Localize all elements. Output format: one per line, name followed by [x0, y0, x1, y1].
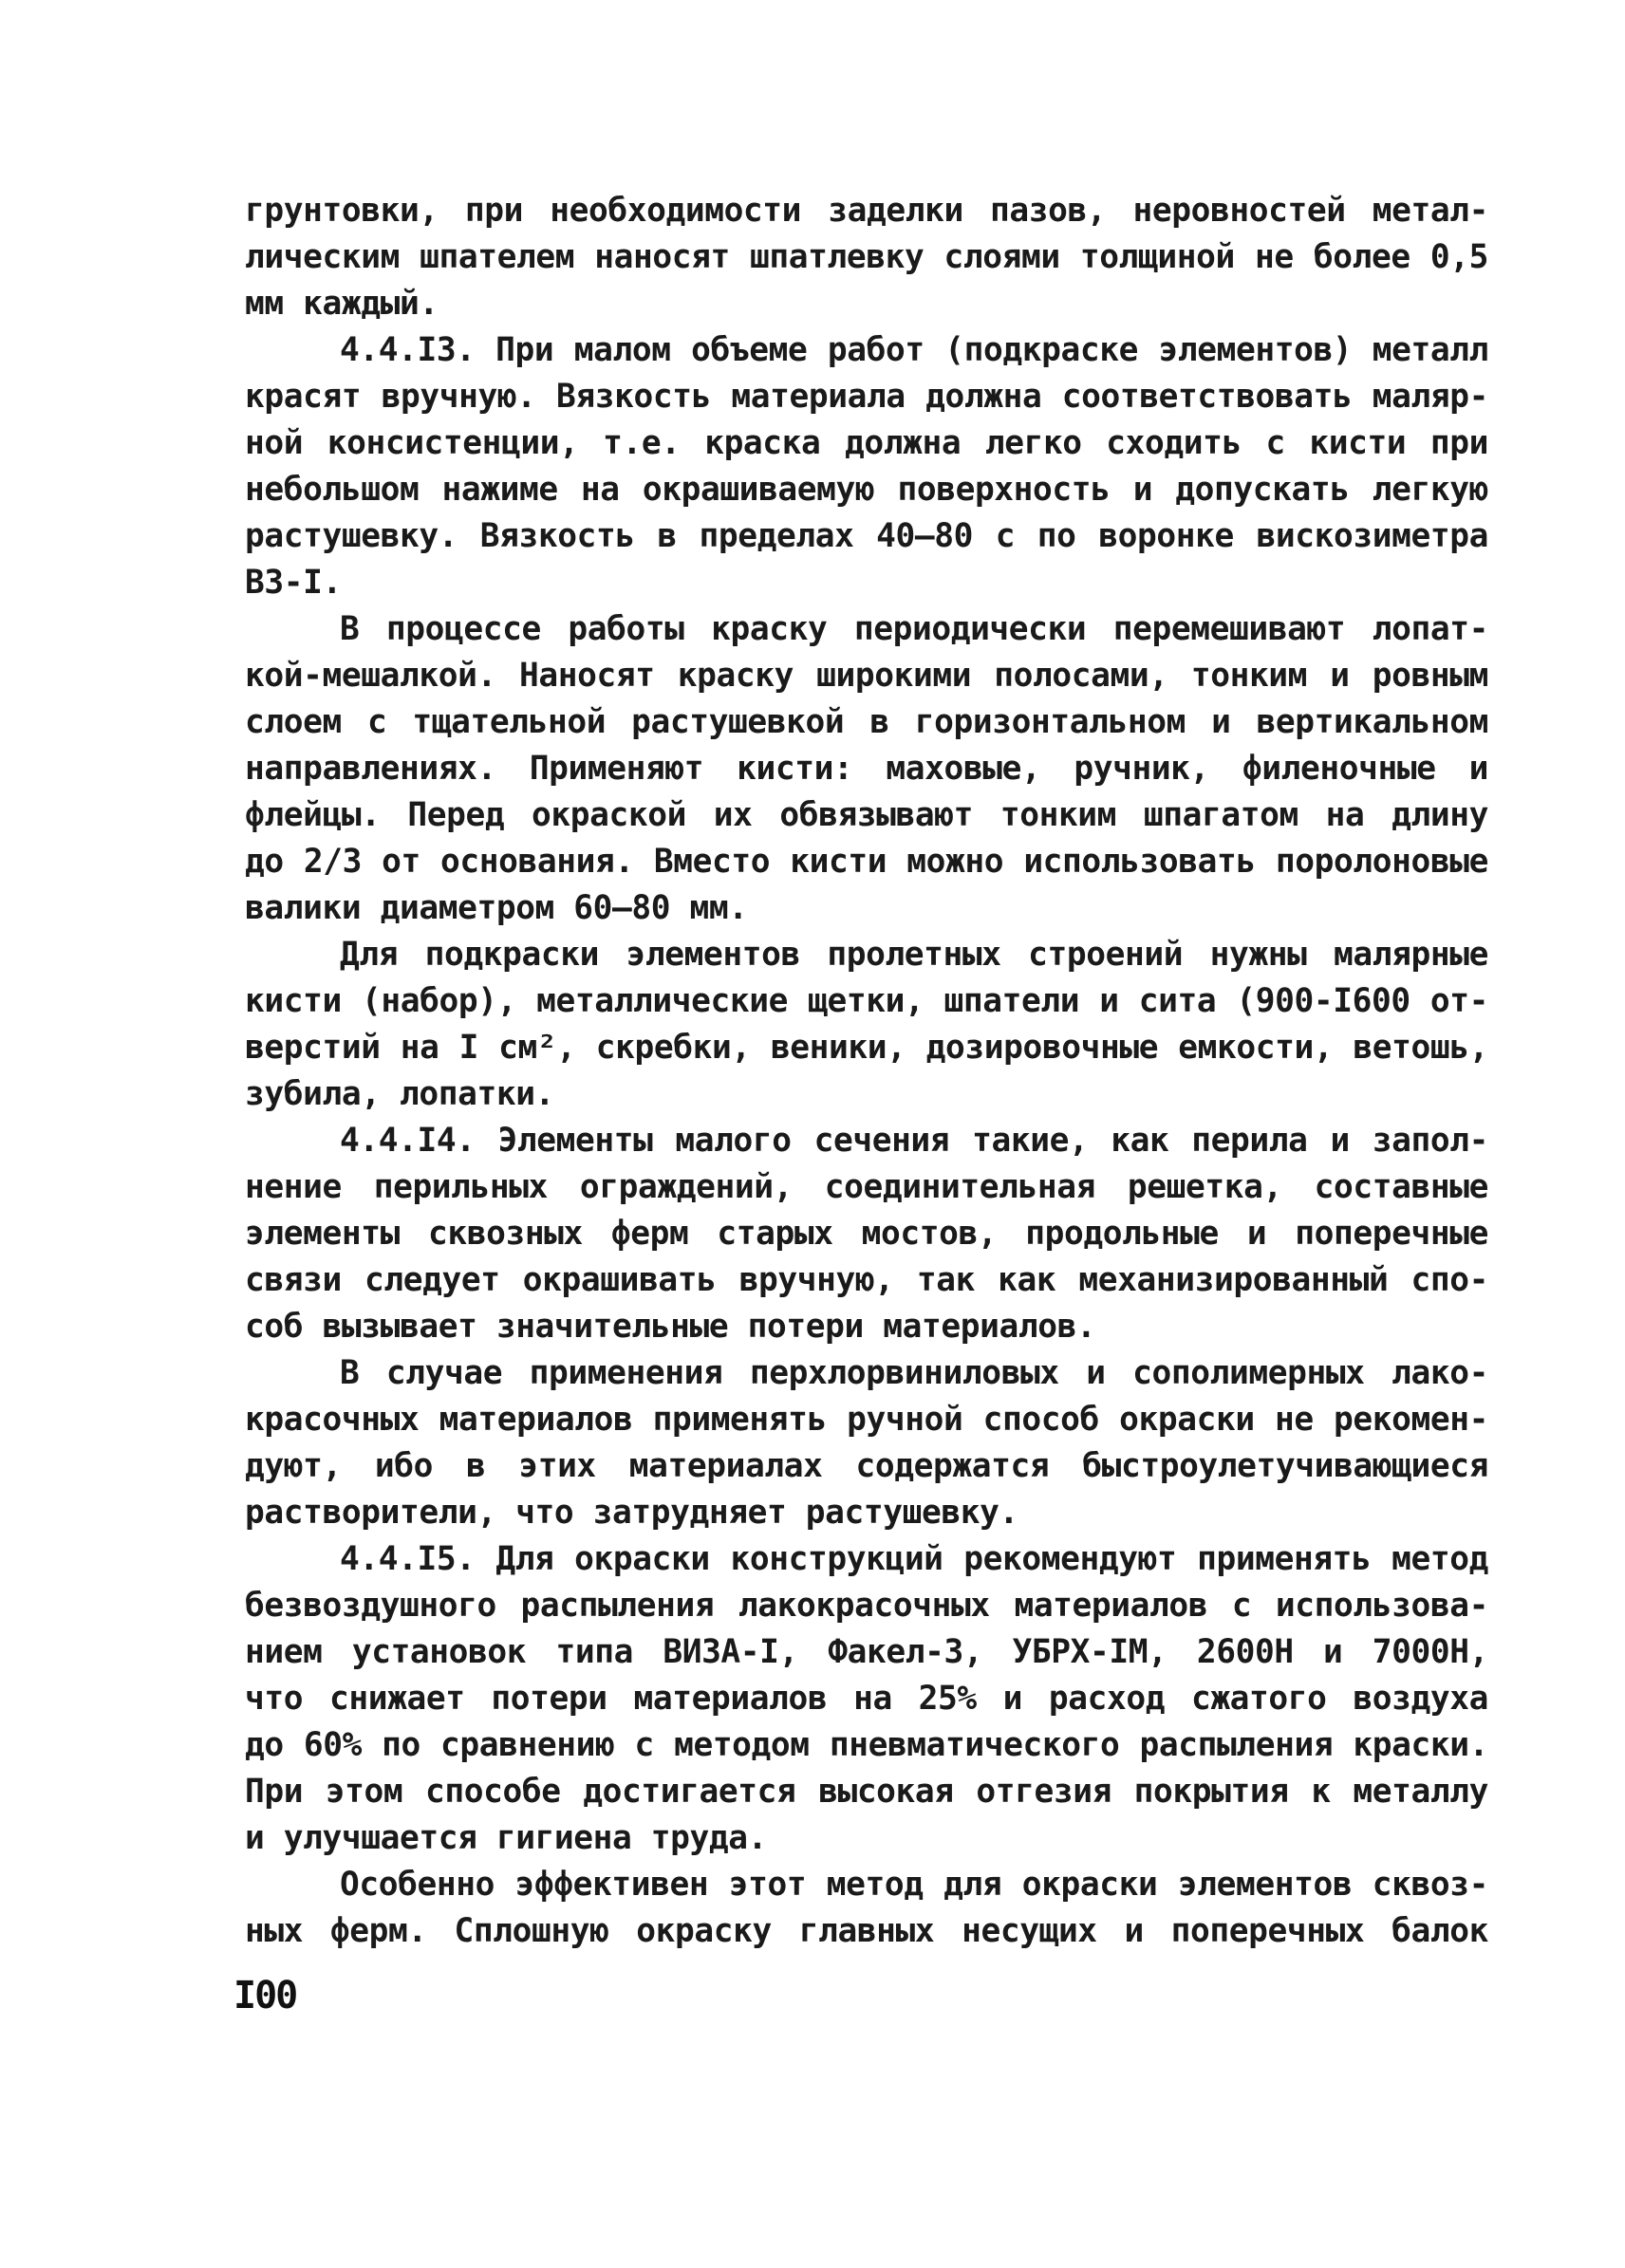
- text-line: 4.4.I4. Элементы малого сечения такие, как перила и запол-: [340, 1122, 1488, 1160]
- text-line: до 60% по сравнению с методом пневматического распыления краски.: [245, 1726, 1488, 1764]
- text-line: растушевку. Вязкость в пределах 40–80 с по воронке вискозиметра: [245, 517, 1488, 555]
- text-line: верстий на I см², скребки, веники, дозировочные емкости, ветошь,: [245, 1029, 1488, 1067]
- text-line: мм каждый.: [245, 285, 439, 323]
- text-line: При этом способе достигается высокая отгезия покрытия к металлу: [245, 1773, 1488, 1811]
- text-line: растворители, что затрудняет растушевку.: [245, 1494, 1018, 1532]
- text-line: направлениях. Применяют кисти: маховые, ручник, филеночные и: [245, 750, 1488, 788]
- text-line: нием установок типа ВИЗА-I, Факел-3, УБРХ-IМ, 2600Н и 7000Н,: [245, 1633, 1488, 1671]
- text-line: лическим шпателем наносят шпатлевку слоями толщиной не более 0,5: [245, 238, 1488, 276]
- text-line: красят вручную. Вязкость материала должна соответствовать маляр-: [245, 378, 1488, 416]
- text-line: Для подкраски элементов пролетных строений нужны малярные: [340, 936, 1488, 974]
- text-line: грунтовки, при необходимости заделки пазов, неровностей метал-: [245, 192, 1488, 230]
- text-line: флейцы. Перед окраской их обвязывают тонким шпагатом на длину: [245, 796, 1488, 834]
- text-line: валики диаметром 60–80 мм.: [245, 889, 748, 927]
- body-text: [245, 188, 1488, 1955]
- text-line: нение перильных ограждений, соединительная решетка, составные: [245, 1168, 1488, 1206]
- text-line: элементы сквозных ферм старых мостов, продольные и поперечные: [245, 1215, 1488, 1253]
- text-line: ных ферм. Сплошную окраску главных несущих и поперечных балок: [245, 1912, 1488, 1950]
- text-line: В случае применения перхлорвиниловых и сополимерных лако-: [340, 1354, 1488, 1392]
- page-number: I00: [233, 1974, 297, 2017]
- text-line: кой-мешалкой. Наносят краску широкими полосами, тонким и ровным: [245, 657, 1488, 695]
- text-line: красочных материалов применять ручной способ окраски не рекомен-: [245, 1401, 1488, 1439]
- text-line: В процессе работы краску периодически перемешивают лопат-: [340, 610, 1488, 648]
- text-line: Особенно эффективен этот метод для окраски элементов сквоз-: [340, 1866, 1488, 1904]
- text-line: безвоздушного распыления лакокрасочных материалов с использова-: [245, 1587, 1488, 1625]
- text-line: ной консистенции, т.е. краска должна легко сходить с кисти при: [245, 424, 1488, 462]
- text-line: 4.4.I3. При малом объеме работ (подкраске элементов) металл: [340, 331, 1488, 369]
- text-line: ВЗ-I.: [245, 564, 342, 602]
- text-line: небольшом нажиме на окрашиваемую поверхность и допускать легкую: [245, 471, 1488, 509]
- text-line: зубила, лопатки.: [245, 1075, 554, 1113]
- text-line: 4.4.I5. Для окраски конструкций рекомендуют применять метод: [340, 1540, 1488, 1578]
- text-line: связи следует окрашивать вручную, так как механизированный спо-: [245, 1261, 1488, 1299]
- text-line: слоем с тщательной растушевкой в горизонтальном и вертикальном: [245, 703, 1488, 741]
- text-line: и улучшается гигиена труда.: [245, 1819, 768, 1857]
- text-line: что снижает потери материалов на 25% и расход сжатого воздуха: [245, 1680, 1488, 1718]
- text-line: до 2/3 от основания. Вместо кисти можно использовать поролоновые: [245, 843, 1488, 881]
- text-line: соб вызывает значительные потери материалов.: [245, 1308, 1096, 1346]
- text-line: дуют, ибо в этих материалах содержатся быстроулетучивающиеся: [245, 1447, 1488, 1485]
- text-line: кисти (набор), металлические щетки, шпатели и сита (900-I600 от-: [245, 982, 1488, 1020]
